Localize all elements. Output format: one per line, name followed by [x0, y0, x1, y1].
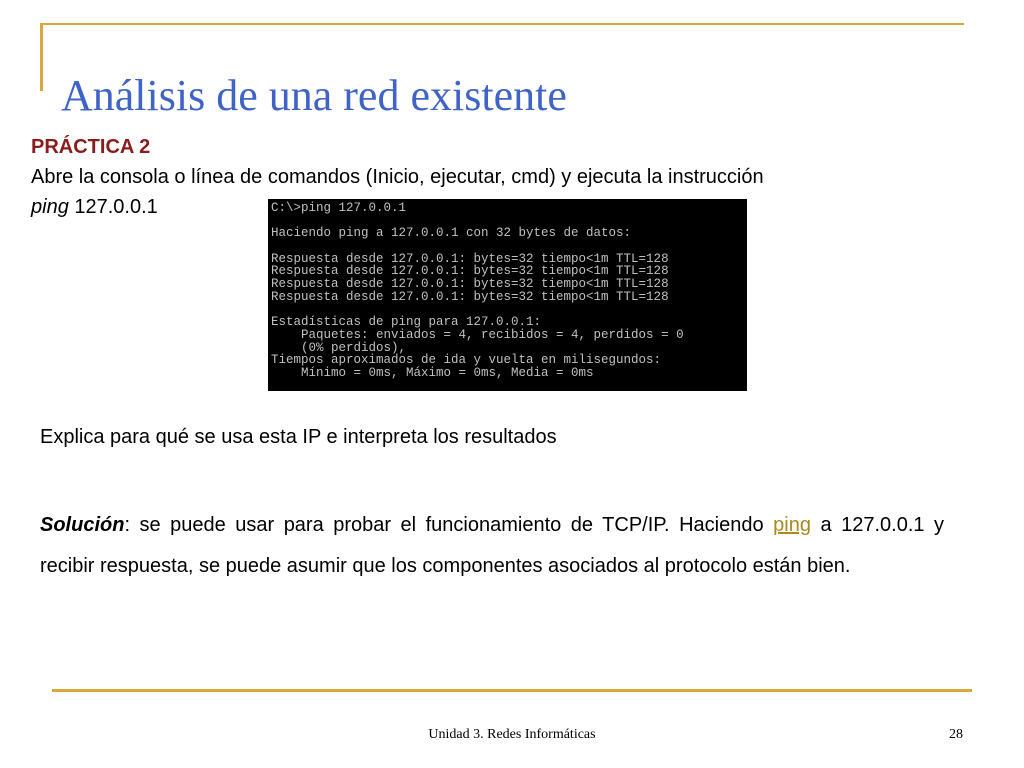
command-line [31, 196, 158, 219]
solution-text-2: a 127.0.0.1 y recibir respuesta, se puede asumir que los componentes asociados al protocolo están bien. [40, 514, 945, 577]
footer-unit-title: Unidad 3. Redes Informáticas [428, 727, 596, 742]
console-line: C:\>ping 127.0.0.1 [271, 201, 407, 215]
console-line: Respuesta desde 127.0.0.1: bytes=32 tiempo<1m TTL=128 [271, 264, 669, 279]
solution-paragraph [40, 505, 944, 587]
console-line: Haciendo ping a 127.0.0.1 con 32 bytes de datos: [271, 226, 632, 241]
console-line [271, 240, 747, 253]
top-decorative-line [40, 23, 964, 25]
instruction-text: Abre la consola o línea de comandos (Inicio, ejecutar, cmd) y ejecuta la instrucción [31, 166, 764, 188]
page-number: 28 [949, 727, 963, 742]
solution-label: Solución [40, 514, 125, 536]
question-text: Explica para qué se usa esta IP e interpreta los resultados [40, 426, 557, 448]
console-screenshot [268, 199, 747, 391]
practice-heading: PRÁCTICA 2 [31, 136, 151, 158]
console-line: Mínimo = 0ms, Máximo = 0ms, Media = 0ms [271, 365, 594, 380]
console-line: (0% perdidos), [271, 340, 407, 355]
console-line: Paquetes: enviados = 4, recibidos = 4, perdidos = 0 [271, 327, 684, 342]
console-line: Respuesta desde 127.0.0.1: bytes=32 tiempo<1m TTL=128 [271, 251, 669, 266]
solution-text-1: : se puede usar para probar el funcionamiento de TCP/IP. Haciendo [124, 514, 764, 536]
left-decorative-bar [40, 23, 43, 91]
console-line: Estadísticas de ping para 127.0.0.1: [271, 315, 542, 330]
slide-title: Análisis de una red existente [61, 71, 567, 120]
console-line: Respuesta desde 127.0.0.1: bytes=32 tiempo<1m TTL=128 [271, 289, 669, 304]
ping-link[interactable]: ping [773, 514, 811, 536]
console-line: Respuesta desde 127.0.0.1: bytes=32 tiempo<1m TTL=128 [271, 277, 669, 292]
console-line: Tiempos aproximados de ida y vuelta en milisegundos: [271, 353, 662, 368]
command-argument: 127.0.0.1 [74, 196, 158, 218]
bottom-decorative-line [52, 689, 972, 692]
command-keyword: ping [31, 196, 69, 218]
